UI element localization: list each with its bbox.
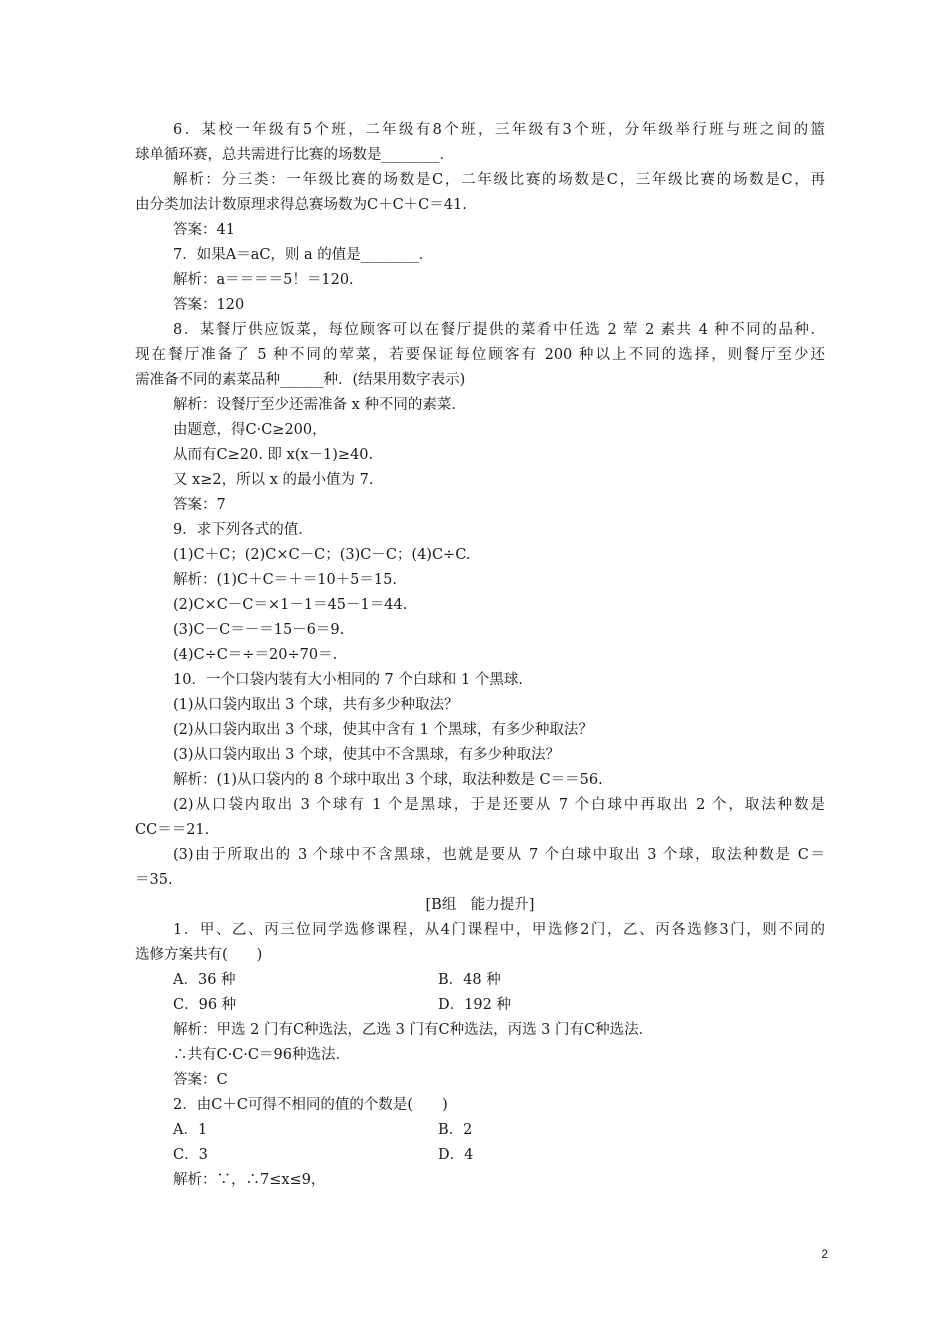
q10-solution-3-line1: (3)由于所取出的 3 个球中不含黑球，也就是要从 7 个白球中取出 3 个球，取法种数是 C＝: [173, 847, 825, 863]
b1-option-c: C．96 种: [173, 997, 237, 1013]
b1-options-row1: [135, 968, 825, 993]
b1-text-line2: 选修方案共有( ): [135, 947, 263, 963]
q9-solution-4: (4)C÷C＝÷＝20÷70＝.: [173, 647, 338, 663]
page-content: [135, 118, 825, 1193]
q8-solution-line1: 解析：设餐厅至少还需准备 x 种不同的素菜．: [173, 397, 466, 413]
q7-text: 7．如果A＝aC，则 a 的值是________．: [173, 247, 434, 263]
q8-answer: 答案：7: [173, 497, 226, 513]
b2-options-row2: [135, 1143, 825, 1168]
q8-text-line2: 现在餐厅准备了 5 种不同的荤菜，若要保证每位顾客有 200 种以上不同的选择，则餐厅至少还: [135, 347, 825, 363]
q10-part3: (3)从口袋内取出 3 个球，使其中不含黑球，有多少种取法？: [173, 747, 560, 763]
q8-solution-line3: 从而有C≥20. 即 x(x－1)≥40.: [173, 447, 374, 463]
b2-text: 2．由C＋C可得不相同的值的个数是( ): [173, 1097, 448, 1113]
b1-option-d: D．192 种: [438, 997, 511, 1013]
b2-option-c: C．3: [173, 1147, 208, 1163]
b1-text-line1: 1．甲、乙、丙三位同学选修课程，从4门课程中，甲选修2门，乙、丙各选修3门，则不同的: [173, 922, 825, 938]
q9-solution-2: (2)C×C－C＝×1－1＝45－1＝44.: [173, 597, 408, 613]
q10-part1: (1)从口袋内取出 3 个球，共有多少种取法？: [173, 697, 459, 713]
q6-solution-line2: 由分类加法计数原理求得总赛场数为C＋C＋C＝41.: [135, 197, 467, 213]
b2-options-row1: [135, 1118, 825, 1143]
q8-text-line1: 8．某餐厅供应饭菜，每位顾客可以在餐厅提供的菜肴中任选 2 荤 2 素共 4 种不同的品种．: [173, 322, 825, 338]
b2-solution-line1: 解析：∵，∴7≤x≤9，: [173, 1172, 326, 1188]
q8-solution-line4: 又 x≥2，所以 x 的最小值为 7.: [173, 472, 374, 488]
q8-text-line3: 需准备不同的素菜品种______种．(结果用数字表示): [135, 372, 466, 388]
section-heading: [B组 能力提升]: [425, 897, 535, 913]
b1-solution-line1: 解析：甲选 2 门有C种选法，乙选 3 门有C种选法，丙选 3 门有C种选法．: [173, 1022, 654, 1038]
b2-option-b: B．2: [438, 1122, 473, 1138]
q6-text-line2: 球单循环赛，总共需进行比赛的场数是________．: [135, 147, 454, 163]
page-number: 2: [821, 1247, 828, 1261]
q9-text: 9．求下列各式的值．: [173, 522, 313, 538]
q10-solution-2-line2: CC＝＝21.: [135, 822, 210, 838]
q10-solution-1: 解析：(1)从口袋内的 8 个球中取出 3 个球，取法种数是 C＝＝56.: [173, 772, 603, 788]
q8-solution-line2: 由题意，得C·C≥200，: [173, 422, 327, 438]
q7-answer: 答案：120: [173, 297, 245, 313]
q9-parts: (1)C＋C；(2)C×C－C；(3)C－C；(4)C÷C.: [173, 547, 471, 563]
b1-answer: 答案：C: [173, 1072, 228, 1088]
q6-solution-line1: 解析：分三类：一年级比赛的场数是C，二年级比赛的场数是C，三年级比赛的场数是C，再: [173, 172, 825, 188]
b1-solution-line2: ∴共有C·C·C＝96种选法．: [173, 1047, 350, 1063]
q10-solution-3-line2: ＝35.: [135, 872, 173, 888]
q7-solution: 解析：a＝＝＝＝5！＝120.: [173, 272, 354, 288]
q6-text-line1: 6．某校一年级有5个班，二年级有8个班，三年级有3个班，分年级举行班与班之间的篮: [173, 122, 825, 138]
b2-option-d: D．4: [438, 1147, 474, 1163]
b2-option-a: A．1: [173, 1122, 208, 1138]
q10-solution-2-line1: (2)从口袋内取出 3 个球有 1 个是黑球，于是还要从 7 个白球中再取出 2 个，取法种数是: [173, 797, 825, 813]
q6-answer: 答案：41: [173, 222, 235, 238]
q10-text: 10．一个口袋内装有大小相同的 7 个白球和 1 个黑球．: [173, 672, 533, 688]
b1-option-b: B．48 种: [438, 972, 501, 988]
b1-options-row2: [135, 993, 825, 1018]
q9-solution-1: 解析：(1)C＋C＝＋＝10＋5＝15.: [173, 572, 397, 588]
b1-option-a: A．36 种: [173, 972, 236, 988]
q10-part2: (2)从口袋内取出 3 个球，使其中含有 1 个黑球，有多少种取法？: [173, 722, 593, 738]
q9-solution-3: (3)C－C＝－＝15－6＝9.: [173, 622, 345, 638]
